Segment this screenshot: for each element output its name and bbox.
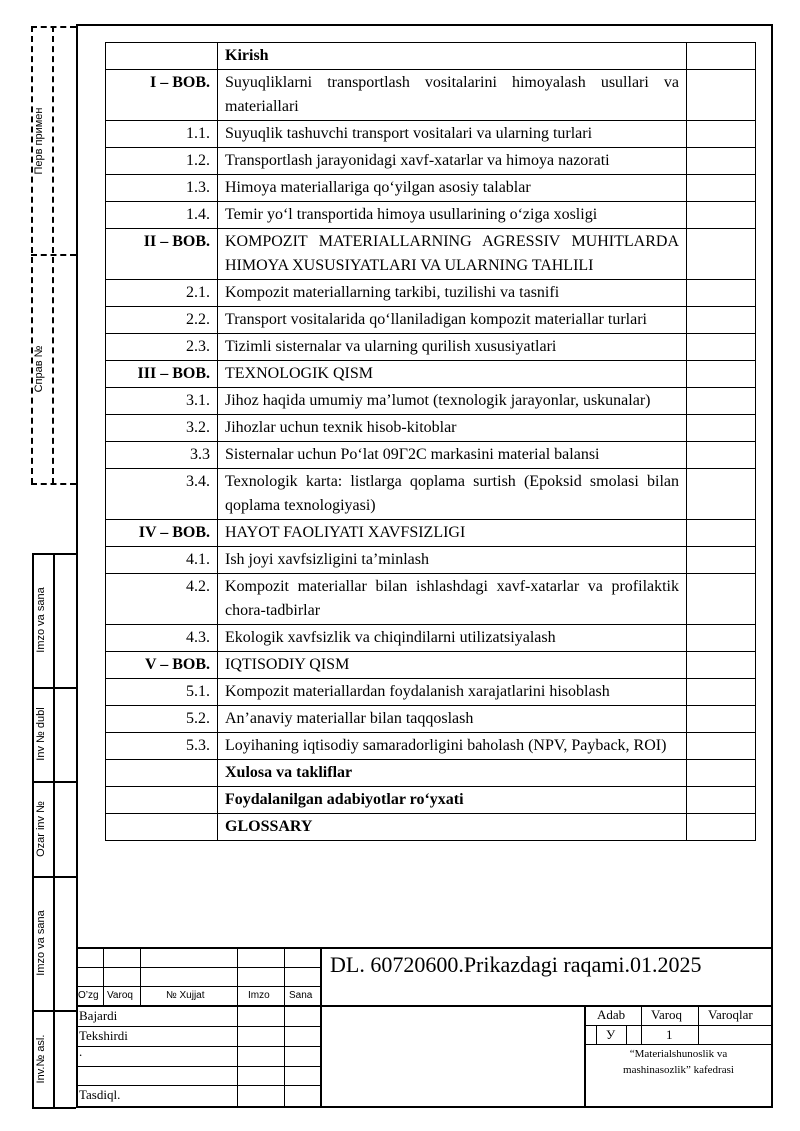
toc-number: 4.3. <box>106 625 218 652</box>
toc-number: I – BOB. <box>106 70 218 121</box>
toc-row <box>106 679 756 706</box>
toc-row <box>106 547 756 574</box>
toc-title: Suyuqlik tashuvchi transport vositalari va ularning turlari <box>218 121 687 148</box>
toc-number: 1.3. <box>106 175 218 202</box>
toc-number: II – BOB. <box>106 229 218 280</box>
toc-page-cell <box>687 334 756 361</box>
toc-row <box>106 787 756 814</box>
toc-page-cell <box>687 706 756 733</box>
toc-row <box>106 733 756 760</box>
toc-number <box>106 814 218 841</box>
toc-number: III – BOB. <box>106 361 218 388</box>
toc-title: Kirish <box>218 43 687 70</box>
toc-title: Transportlash jarayonidagi xavf-xatarlar va himoya nazorati <box>218 148 687 175</box>
toc-number: 3.2. <box>106 415 218 442</box>
toc-page-cell <box>687 469 756 520</box>
toc-number: 5.1. <box>106 679 218 706</box>
toc-row <box>106 202 756 229</box>
toc-title: Transport vositalarida qo‘llaniladigan kompozit materiallar turlari <box>218 307 687 334</box>
label-tekshirdi: Tekshirdi <box>79 1028 128 1043</box>
toc-page-cell <box>687 625 756 652</box>
label-varoqlar: Varoqlar <box>708 1007 753 1022</box>
toc-title: Texnologik karta: listlarga qoplama surtish (Epoksid smolasi bilan qoplama texnologiyasi) <box>218 469 687 520</box>
toc-number: 3.1. <box>106 388 218 415</box>
toc-row <box>106 388 756 415</box>
toc-number: IV – BOB. <box>106 520 218 547</box>
toc-number: 5.2. <box>106 706 218 733</box>
toc-title: Ekologik xavfsizlik va chiqindilarni utilizatsiyalash <box>218 625 687 652</box>
toc-title: GLOSSARY <box>218 814 687 841</box>
toc-title: Xulosa va takliflar <box>218 760 687 787</box>
toc-page-cell <box>687 202 756 229</box>
side-label-inv-podl: Inv.№ asl. <box>35 1034 47 1084</box>
toc-row <box>106 706 756 733</box>
toc-title: KOMPOZIT MATERIALLARNING AGRESSIV MUHITLARDA HIMOYA XUSUSIYATLARI VA ULARNING TAHLILI <box>218 229 687 280</box>
toc-row <box>106 70 756 121</box>
col-header-xujjat: № Xujjat <box>166 990 205 1001</box>
toc-row <box>106 280 756 307</box>
toc-title: An’anaviy materiallar bilan taqqoslash <box>218 706 687 733</box>
toc-row <box>106 334 756 361</box>
label-bajardi: Bajardi <box>79 1008 118 1023</box>
col-header-ozg: O’zg <box>78 990 99 1001</box>
label-tasdiql: Tasdiql. <box>79 1087 121 1102</box>
toc-page-cell <box>687 574 756 625</box>
toc-title: Temir yo‘l transportida himoya usullarining o‘ziga xosligi <box>218 202 687 229</box>
document-code: DL. 60720600.Prikazdagi raqami.01.2025 <box>330 952 702 977</box>
toc-number: 1.1. <box>106 121 218 148</box>
value-varoq: 1 <box>666 1027 673 1042</box>
toc-title: Ish joyi xavfsizligini ta’minlash <box>218 547 687 574</box>
toc-page-cell <box>687 280 756 307</box>
toc-title: Kompozit materiallarning tarkibi, tuzilishi va tasnifi <box>218 280 687 307</box>
department-line-2: mashinasozlik” kafedrasi <box>623 1064 734 1076</box>
toc-row <box>106 148 756 175</box>
toc-page-cell <box>687 652 756 679</box>
toc-page-cell <box>687 787 756 814</box>
contents-table <box>105 42 756 841</box>
toc-row <box>106 442 756 469</box>
toc-number <box>106 787 218 814</box>
toc-number: 3.4. <box>106 469 218 520</box>
toc-page-cell <box>687 442 756 469</box>
toc-page-cell <box>687 229 756 280</box>
toc-title: Jihozlar uchun texnik hisob-kitoblar <box>218 415 687 442</box>
toc-page-cell <box>687 361 756 388</box>
toc-page-cell <box>687 70 756 121</box>
toc-title: Loyihaning iqtisodiy samaradorligini baholash (NPV, Payback, ROI) <box>218 733 687 760</box>
department-line-1: “Materialshunoslik va <box>629 1048 728 1060</box>
toc-row <box>106 175 756 202</box>
toc-page-cell <box>687 814 756 841</box>
toc-page-cell <box>687 733 756 760</box>
toc-title: Foydalanilgan adabiyotlar ro‘yxati <box>218 787 687 814</box>
toc-row <box>106 229 756 280</box>
toc-page-cell <box>687 415 756 442</box>
side-label-perv-primen: Перв примен <box>33 107 45 175</box>
side-label-imzo-sana-1: Imzo va sana <box>35 587 47 653</box>
toc-title: TEXNOLOGIK QISM <box>218 361 687 388</box>
toc-number: 1.4. <box>106 202 218 229</box>
label-varoq: Varoq <box>651 1007 683 1022</box>
toc-title: Himoya materiallariga qo‘yilgan asosiy talablar <box>218 175 687 202</box>
toc-page-cell <box>687 43 756 70</box>
col-header-varoq: Varoq <box>107 990 133 1001</box>
toc-row <box>106 520 756 547</box>
col-header-sana: Sana <box>289 990 313 1001</box>
toc-number: 2.2. <box>106 307 218 334</box>
value-adab: У <box>606 1027 616 1042</box>
toc-title: Kompozit materiallardan foydalanish xarajatlarini hisoblash <box>218 679 687 706</box>
toc-title: HAYOT FAOLIYATI XAVFSIZLIGI <box>218 520 687 547</box>
toc-row <box>106 469 756 520</box>
toc-number <box>106 760 218 787</box>
side-label-vzam-inv: Ozar inv № <box>35 801 47 857</box>
toc-page-cell <box>687 547 756 574</box>
toc-page-cell <box>687 388 756 415</box>
toc-number: V – BOB. <box>106 652 218 679</box>
toc-row <box>106 415 756 442</box>
toc-page-cell <box>687 679 756 706</box>
toc-page-cell <box>687 307 756 334</box>
toc-row <box>106 361 756 388</box>
side-label-imzo-sana-2: Imzo va sana <box>35 910 47 976</box>
label-adab: Adab <box>597 1007 626 1022</box>
toc-row <box>106 307 756 334</box>
side-label-sprav-no: Справ № <box>33 345 45 393</box>
toc-page-cell <box>687 175 756 202</box>
toc-row <box>106 43 756 70</box>
toc-number: 2.1. <box>106 280 218 307</box>
toc-title: Jihoz haqida umumiy ma’lumot (texnologik jarayonlar, uskunalar) <box>218 388 687 415</box>
toc-page-cell <box>687 121 756 148</box>
toc-row <box>106 652 756 679</box>
toc-number: 3.3 <box>106 442 218 469</box>
side-label-inv-dubl: Inv № dubl <box>35 707 47 761</box>
toc-number: 4.1. <box>106 547 218 574</box>
toc-page-cell <box>687 520 756 547</box>
toc-title: Suyuqliklarni transportlash vositalarini himoyalash usullari va materiallari <box>218 70 687 121</box>
toc-number <box>106 43 218 70</box>
toc-row <box>106 760 756 787</box>
toc-number: 5.3. <box>106 733 218 760</box>
label-dot: . <box>79 1044 83 1059</box>
toc-row <box>106 625 756 652</box>
toc-number: 1.2. <box>106 148 218 175</box>
toc-title: Sisternalar uchun Po‘lat 09Г2С markasini material balansi <box>218 442 687 469</box>
toc-title: IQTISODIY QISM <box>218 652 687 679</box>
toc-row <box>106 814 756 841</box>
toc-title: Kompozit materiallar bilan ishlashdagi xavf-xatarlar va profilaktik chora-tadbirlar <box>218 574 687 625</box>
toc-page-cell <box>687 148 756 175</box>
toc-row <box>106 574 756 625</box>
toc-title: Tizimli sisternalar va ularning qurilish xususiyatlari <box>218 334 687 361</box>
toc-page-cell <box>687 760 756 787</box>
toc-number: 2.3. <box>106 334 218 361</box>
col-header-imzo: Imzo <box>248 990 270 1001</box>
toc-row <box>106 121 756 148</box>
toc-number: 4.2. <box>106 574 218 625</box>
